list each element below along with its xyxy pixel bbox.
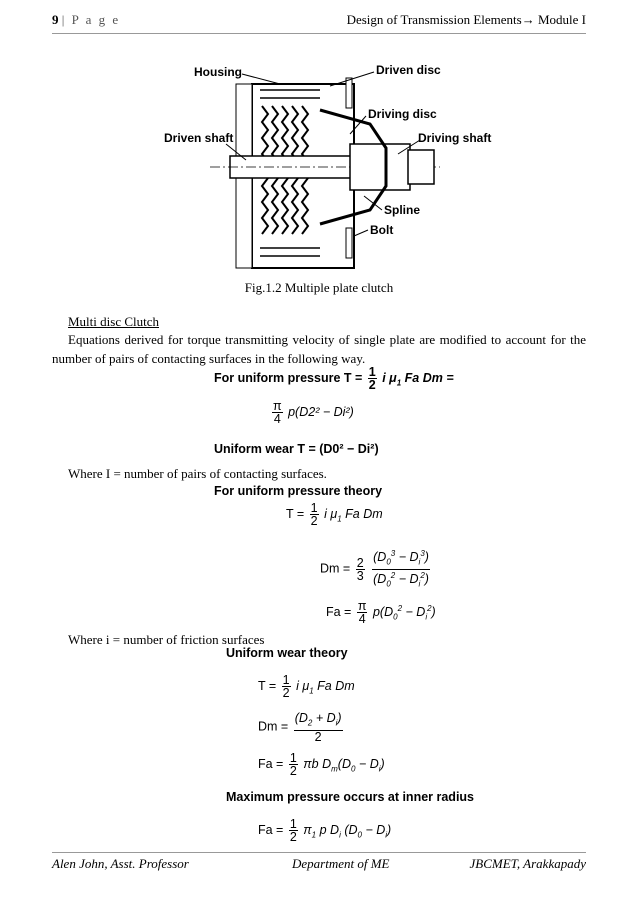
max-pressure-note: Maximum pressure occurs at inner radius	[226, 790, 475, 804]
where-I-text: Where I = number of pairs of contacting surfaces.	[68, 466, 327, 481]
page-header	[52, 12, 586, 32]
section-heading: Multi disc Clutch	[68, 314, 159, 329]
eq-uniform-wear: Uniform wear T = (D0² − Di²)	[214, 442, 379, 456]
uniform-pressure-theory-title: For uniform pressure theory	[214, 484, 383, 498]
document-title: Design of Transmission Elements→ Module I	[346, 12, 586, 27]
eq-upt-torque: T = $\frac{1}{2}$ i $\mu_1$ Fa Dm	[286, 501, 383, 528]
footer-rule	[52, 852, 586, 853]
page-number-label: 9 | P a g e	[52, 12, 121, 27]
clutch-diagram	[150, 58, 550, 274]
label-housing: Housing	[194, 65, 242, 79]
footer-author: Alen John, Asst. Professor	[52, 856, 189, 871]
label-bolt: Bolt	[370, 223, 394, 237]
label-driven-disc: Driven disc	[376, 63, 441, 77]
header-rule	[52, 33, 586, 34]
footer-institution: JBCMET, Arakkapady	[469, 856, 586, 871]
intro-paragraph: Equations derived for torque transmitting velocity of single plate are modified to account for the number of pairs of contacting surfaces in the following way.	[52, 332, 586, 366]
eq-uwt-dm: Dm = $\frac{(D_2 + D_i)}{2}$	[258, 711, 342, 744]
where-i-text: Where i = number of friction surfaces	[68, 632, 265, 647]
figure-caption: Fig.1.2 Multiple plate clutch	[244, 280, 394, 295]
eq-uwt-fa: Fa = $\frac{1}{2}$ πb $D_m(D_0 - D_i)$	[258, 751, 385, 778]
eq-uwt-torque: T = $\frac{1}{2}$ i $\mu_1$ Fa Dm	[258, 673, 355, 700]
label-spline: Spline	[384, 203, 421, 217]
footer-department: Department of ME	[292, 856, 390, 871]
eq-uniform-pressure: For uniform pressure T = $\frac{1}{2}$ i $\mu_1$ Fa Dm =	[214, 365, 454, 392]
label-driven-shaft: Driven shaft	[164, 131, 234, 145]
eq-upt-dm: Dm = $\frac{2}{3}$ $\frac{(D_0^3 - D_i^3)}{(D_0^2 - D_i^2)}$	[320, 549, 429, 589]
eq-uniform-pressure-line2: $\frac{\pi}{4}$ p(D2² − Di²)	[273, 399, 354, 426]
eq-upt-fa: Fa = $\frac{\pi}{4}$ $p(D_0^2 - D_i^2)$	[326, 599, 436, 626]
label-driving-disc: Driving disc	[368, 107, 437, 121]
uniform-wear-theory-title: Uniform wear theory	[226, 646, 348, 660]
eq-max-pressure-fa: Fa = $\frac{1}{2}$ $\pi_1$ p $D_i$ $(D_0 - D_i)$	[258, 817, 392, 844]
label-driving-shaft: Driving shaft	[418, 131, 492, 145]
